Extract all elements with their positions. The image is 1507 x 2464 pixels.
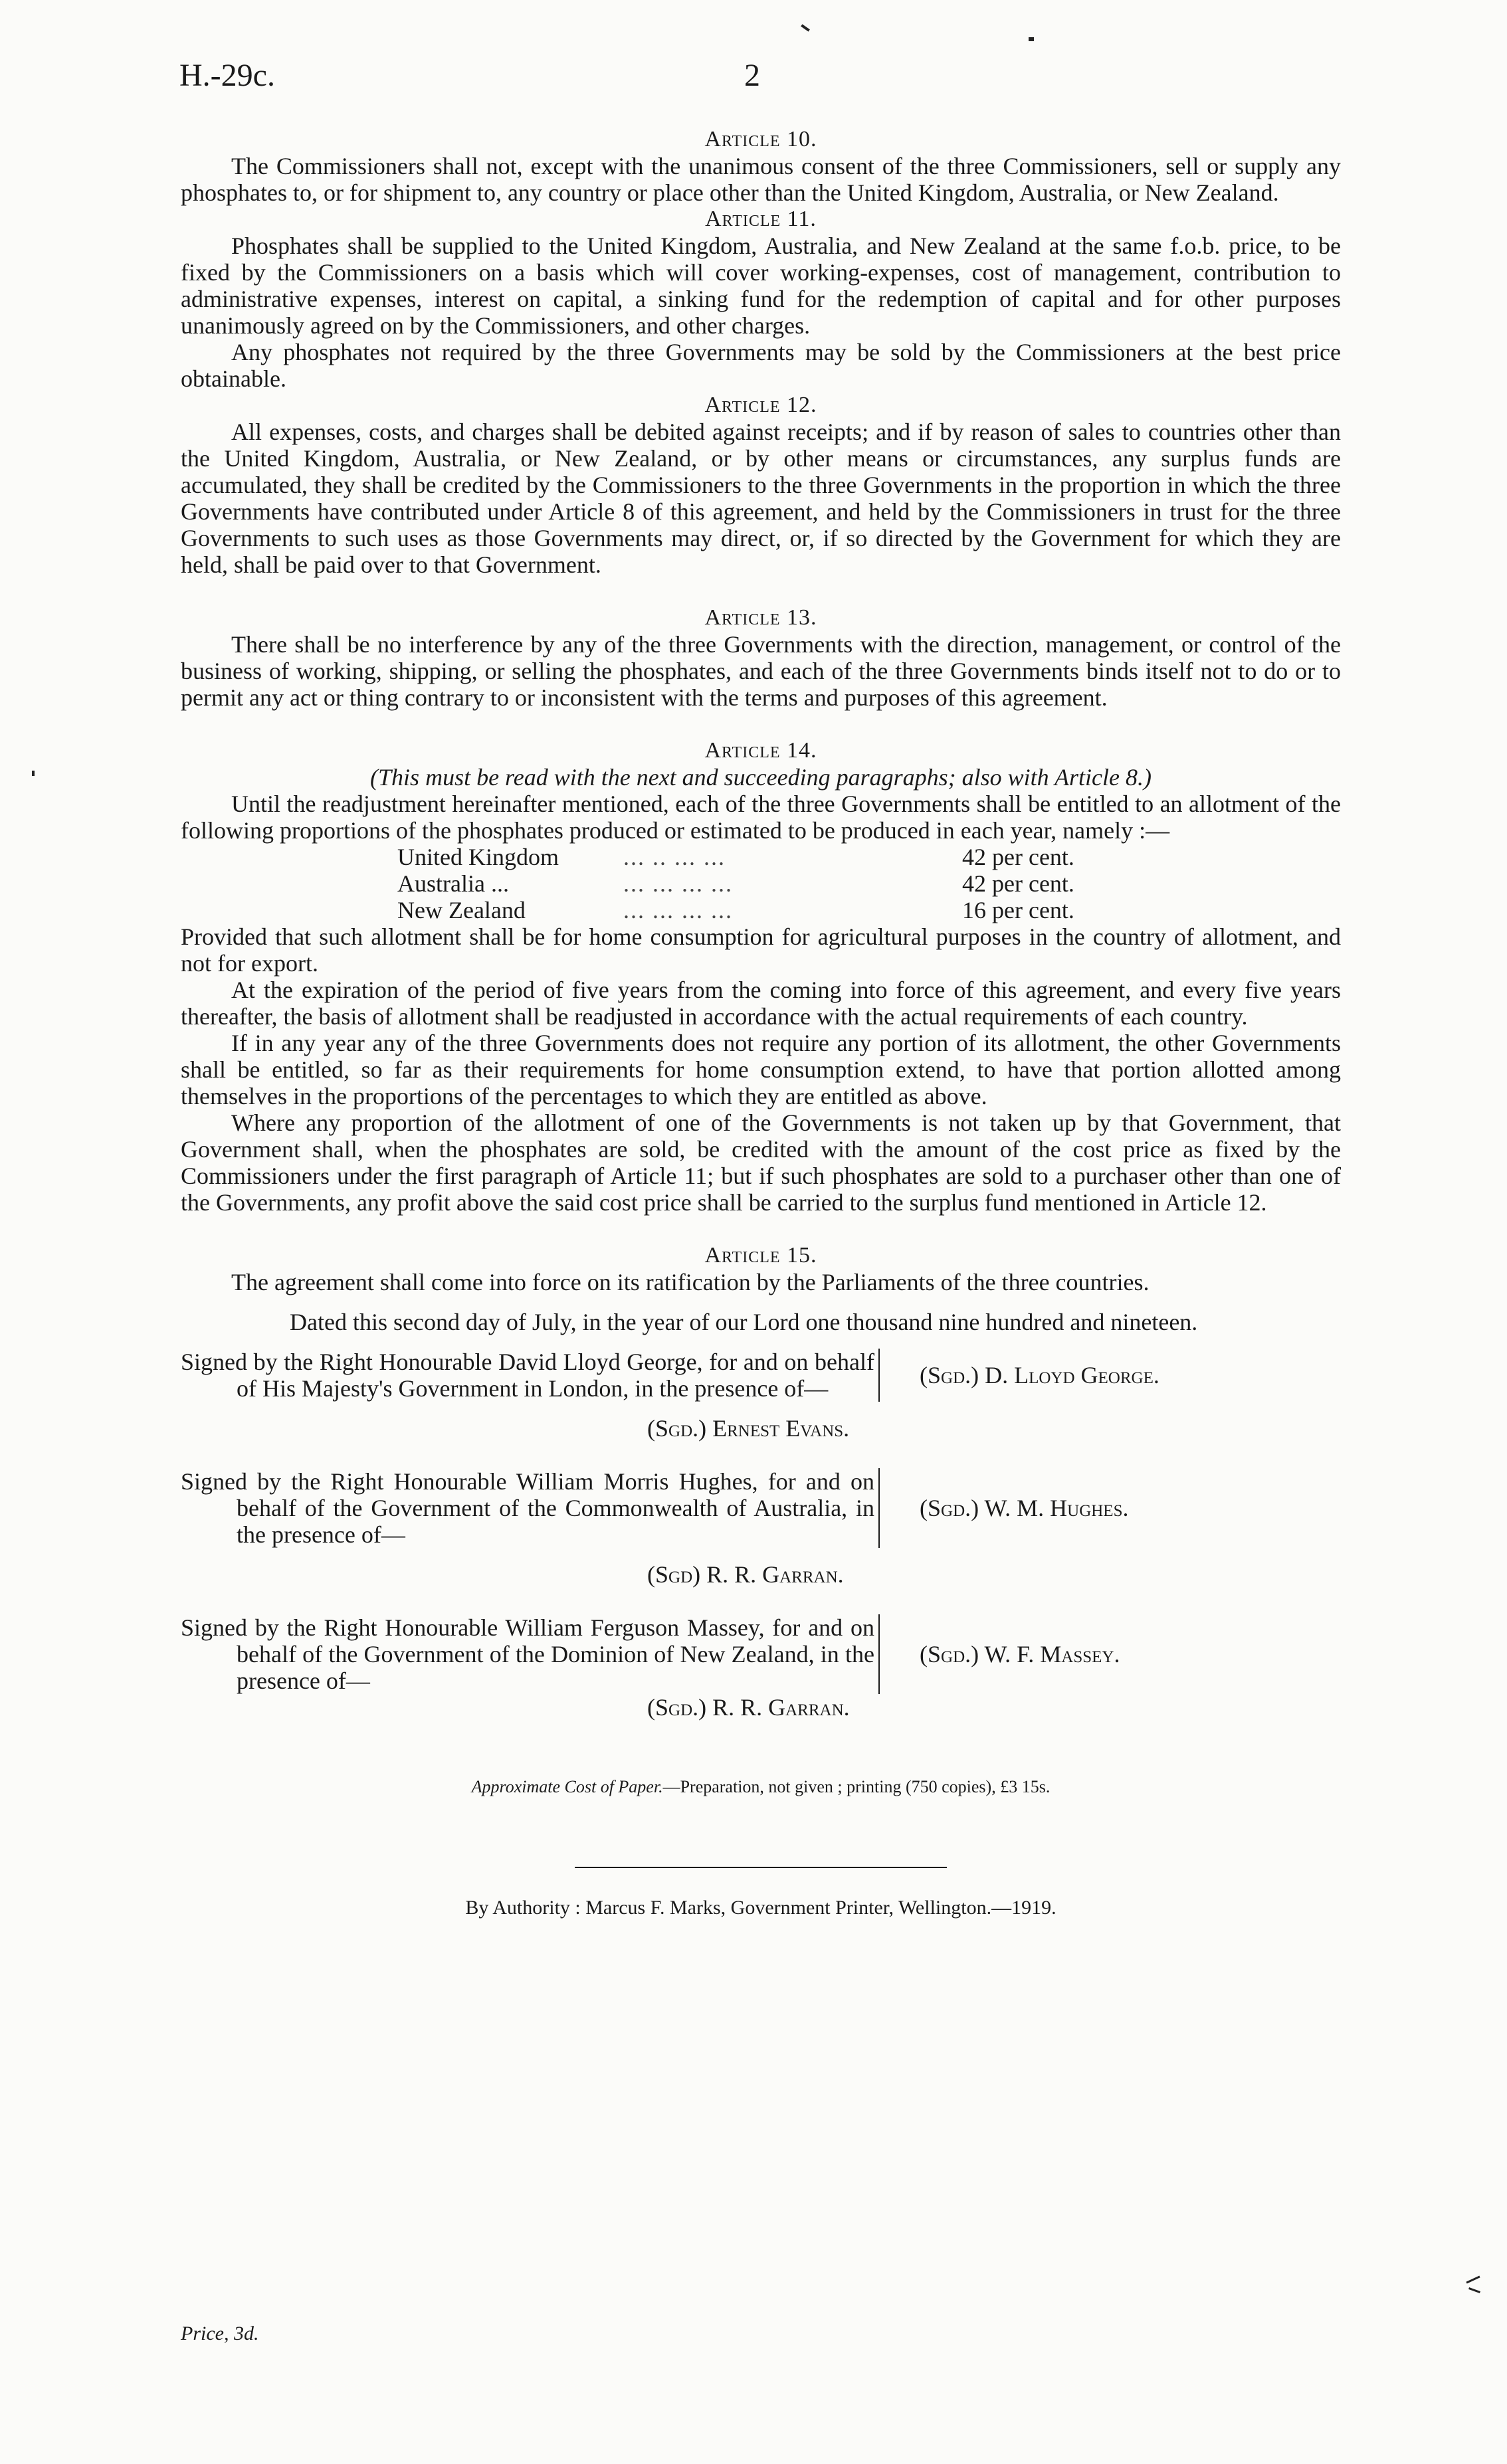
witness-signature: (Sgd.) R. R. Garran. xyxy=(647,1694,850,1721)
witness-signature: (Sgd.) Ernest Evans. xyxy=(647,1415,850,1442)
cost-of-paper xyxy=(181,1774,1341,1800)
scan-speck xyxy=(32,771,35,776)
dated-line: Dated this second day of July, in the year of our Lord one thousand nine hundred and nineteen. xyxy=(290,1309,1198,1335)
signature-name: (Sgd.) W. F. Massey. xyxy=(920,1641,1120,1667)
price: Price, 3d. xyxy=(181,2322,259,2344)
article-11-heading: Article 11. xyxy=(705,207,817,231)
article-15-heading: Article 15. xyxy=(704,1243,817,1268)
signature-block-new-zealand xyxy=(181,1614,1341,1694)
document-body xyxy=(181,126,1341,1921)
article-10-heading: Article 10. xyxy=(704,127,817,151)
allotment-share: 42 per cent. xyxy=(962,844,1074,870)
article-11-paragraph-1: Phosphates shall be supplied to the United Kingdom, Australia, and New Zealand at the same f.o.b. price, to be fixed by the Commissioners on a basis which will cover working-expenses, cost of management, contribution to administrative expenses, interest on capital, a sinking fund for the redemption of capital and for other purposes unanimously agreed on by the Commissioners, and other charges. xyxy=(181,233,1341,339)
article-12-heading: Article 12. xyxy=(704,393,817,417)
allotment-table xyxy=(397,844,1128,923)
scan-speck xyxy=(1029,37,1034,41)
signature-block-uk xyxy=(181,1349,1341,1402)
signature-block-australia xyxy=(181,1468,1341,1548)
printer-authority: By Authority : Marcus F. Marks, Government Printer, Wellington.—1919. xyxy=(465,1897,1056,1919)
page-number: 2 xyxy=(744,58,760,93)
signature-attestation: Signed by the Right Honourable David Lloyd George, for and on behalf of His Majesty's Government in London, in the presence of— xyxy=(181,1349,880,1402)
cost-label: Approximate Cost of Paper. xyxy=(471,1777,663,1796)
article-13-heading: Article 13. xyxy=(704,605,817,630)
allotment-share: 16 per cent. xyxy=(962,897,1074,923)
article-14-provided: Provided that such allotment shall be for home consumption for agricultural purposes in the country of allotment, and not for export. xyxy=(181,923,1341,977)
allotment-row xyxy=(397,870,1128,897)
article-14-heading: Article 14. xyxy=(704,738,817,763)
allotment-country: United Kingdom xyxy=(397,844,559,870)
article-14-where: Where any proportion of the allotment of one of the Governments is not taken up by that Government, that Government shall, when the phosphates are sold, be credited with the amount of the cost price as fixed by the Commissioners under the first paragraph of Article 11; but if such phosphates are sold to a purchaser other than one of the Governments, any profit above the said cost price shall be carried to the surplus fund mentioned in Article 12. xyxy=(181,1109,1341,1216)
article-11-paragraph-2: Any phosphates not required by the three Governments may be sold by the Commissioners at the best price obtainable. xyxy=(181,339,1341,392)
allotment-country: New Zealand xyxy=(397,897,526,923)
article-12-text: All expenses, costs, and charges shall be debited against receipts; and if by reason of sales to countries other than the United Kingdom, Australia, or New Zealand, or by other means or circumstances, any surplus funds are accumulated, they shall be credited by the Commissioners to the three Governments in the proportion in which the three Governments have contributed under Article 8 of this agreement, and held by the Commissioners in trust for the three Governments to such uses as those Governments may direct, or, if so directed by the Government for which they are held, shall be paid over to that Government. xyxy=(181,419,1341,578)
document-reference: H.-29c. xyxy=(179,58,275,93)
allotment-leader-dots: ... ... ... ... xyxy=(623,870,733,897)
article-14-note: (This must be read with the next and succeeding paragraphs; also with Article 8.) xyxy=(370,764,1152,791)
allotment-share: 42 per cent. xyxy=(962,870,1074,897)
scan-speck xyxy=(801,24,810,31)
allotment-leader-dots: ... .. ... ... xyxy=(623,844,726,870)
signature-name: (Sgd.) W. M. Hughes. xyxy=(920,1495,1129,1521)
cost-text: —Preparation, not given ; printing (750 copies), £3 15s. xyxy=(662,1777,1051,1796)
allotment-row xyxy=(397,897,1128,923)
article-15-text: The agreement shall come into force on its ratification by the Parliaments of the three countries. xyxy=(231,1269,1150,1295)
article-14-if: If in any year any of the three Governments does not require any portion of its allotment, the other Governments shall be entitled, so far as their requirements for home consumption extend, to have that portion allotted among themselves in the proportions of the percentages to which they are entitled as above. xyxy=(181,1030,1341,1109)
article-13-text: There shall be no interference by any of the three Governments with the direction, management, or control of the business of working, shipping, or selling the phosphates, and each of the three Governments binds itself not to do or to permit any act or thing contrary to or inconsistent with the terms and purposes of this agreement. xyxy=(181,631,1341,711)
allotment-leader-dots: ... ... ... ... xyxy=(623,897,733,923)
article-10-text: The Commissioners shall not, except with the unanimous consent of the three Commissioners, sell or supply any phosphates to, or for shipment to, any country or place other than the United Kingdom, Australia, or New Zealand. xyxy=(181,153,1341,206)
allotment-country: Australia ... xyxy=(397,870,509,897)
signature-name: (Sgd.) D. Lloyd George. xyxy=(920,1362,1159,1388)
signature-attestation: Signed by the Right Honourable William Morris Hughes, for and on behalf of the Government of the Commonwealth of Australia, in the presence of— xyxy=(181,1468,880,1548)
article-14-intro: Until the readjustment hereinafter mentioned, each of the three Governments shall be entitled to an allotment of the following proportions of the phosphates produced or estimated to be produced in each year, namely :— xyxy=(181,791,1341,844)
scan-speck xyxy=(1468,2287,1480,2293)
signature-attestation: Signed by the Right Honourable William Ferguson Massey, for and on behalf of the Government of the Dominion of New Zealand, in the presence of— xyxy=(181,1614,880,1694)
allotment-row xyxy=(397,844,1128,870)
scan-speck xyxy=(1466,2275,1480,2283)
article-14-expiration: At the expiration of the period of five years from the coming into force of this agreement, and every five years thereafter, the basis of allotment shall be readjusted in accordance with the actual requirements of each country. xyxy=(181,977,1341,1030)
witness-signature: (Sgd) R. R. Garran. xyxy=(647,1561,844,1588)
